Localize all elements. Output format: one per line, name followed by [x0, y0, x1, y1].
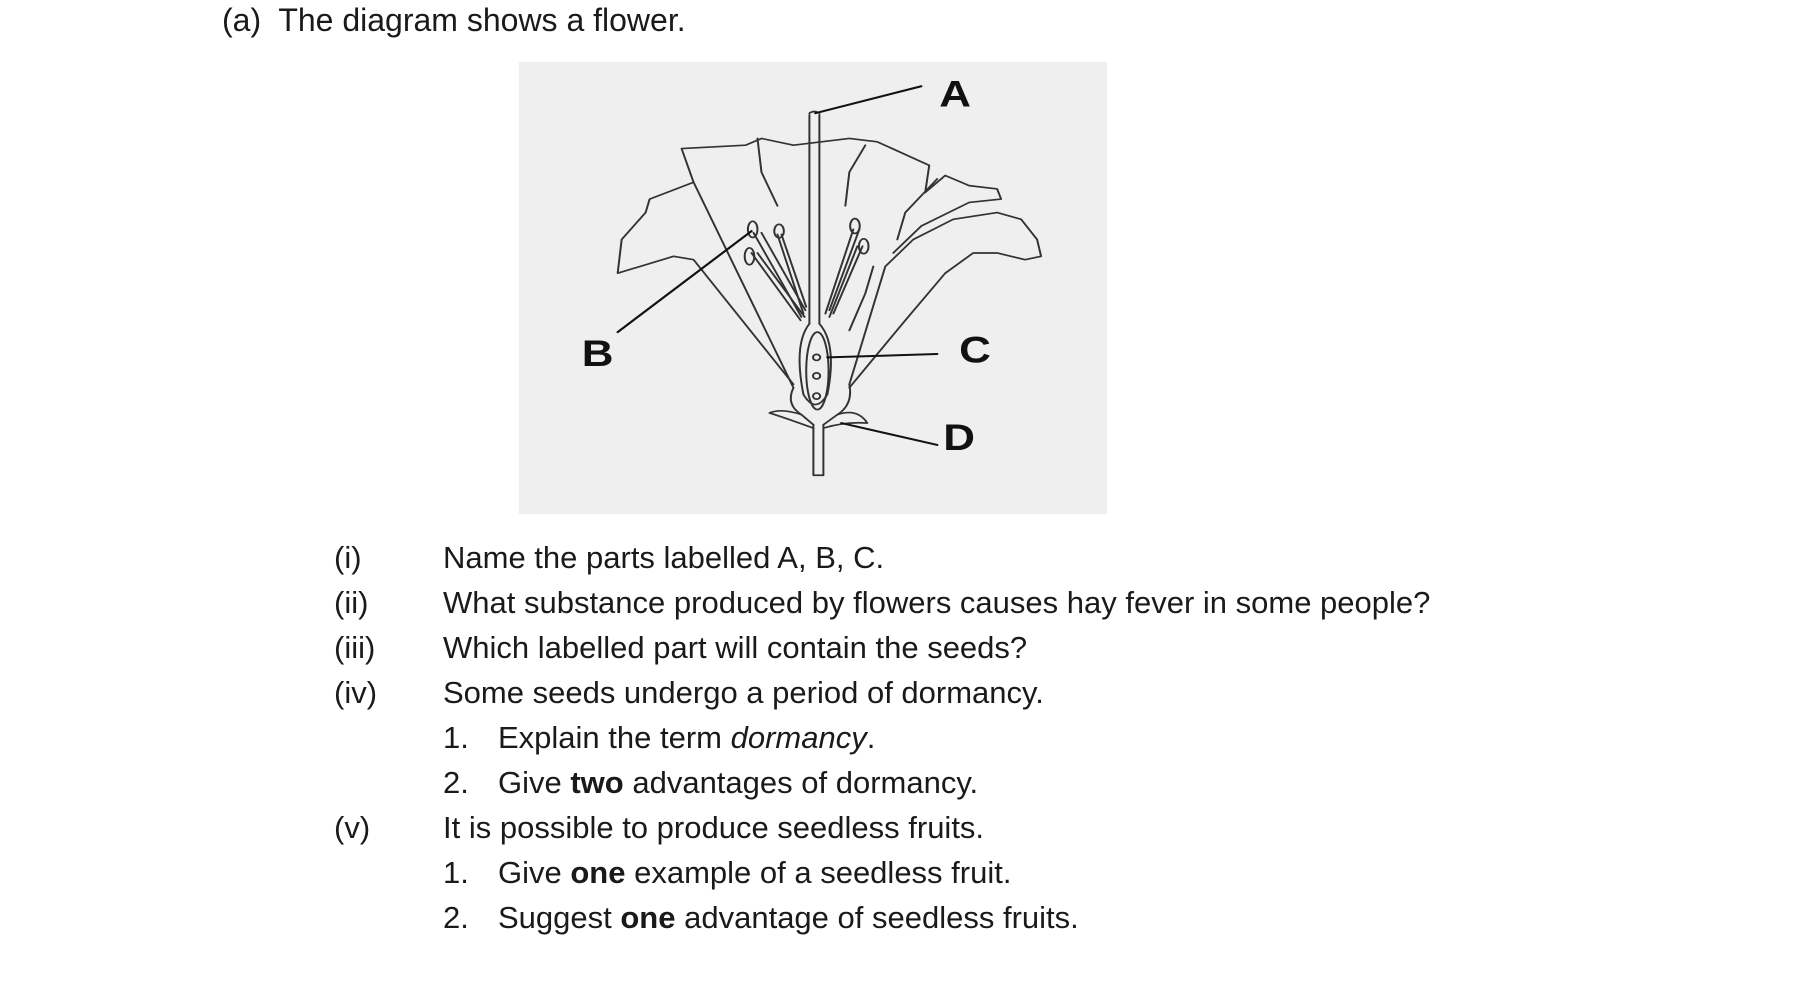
- question-text: Name the parts labelled A, B, C.: [443, 540, 885, 575]
- label-d: D: [943, 416, 975, 459]
- sub-question: 1. Give one example of a seedless fruit.: [443, 855, 1012, 890]
- question-number: (v): [334, 810, 371, 845]
- sub-question: 1. Explain the term dormancy.: [443, 720, 876, 755]
- question-number: (i): [334, 540, 362, 575]
- question-text: Which labelled part will contain the seeds?: [443, 630, 1028, 665]
- sub-question: 2. Give two advantages of dormancy.: [443, 765, 979, 800]
- question-text: What substance produced by flowers causes hay fever in some people?: [443, 585, 1431, 620]
- question-number: (iv): [334, 675, 378, 710]
- question-text: Some seeds undergo a period of dormancy.: [443, 675, 1044, 710]
- flower-diagram: [519, 62, 1107, 514]
- question-number: (ii): [334, 585, 369, 620]
- sub-question: 2. Suggest one advantage of seedless fruits.: [443, 900, 1079, 935]
- question-number: (iii): [334, 630, 376, 665]
- part-label: (a): [222, 2, 262, 38]
- question-text: It is possible to produce seedless fruits.: [443, 810, 985, 845]
- label-a: A: [939, 72, 971, 115]
- label-c: C: [959, 328, 991, 371]
- label-b: B: [581, 332, 614, 375]
- question-intro: [222, 2, 686, 39]
- flower-drawing: [519, 62, 1107, 514]
- intro-text: The diagram shows a flower.: [278, 2, 686, 38]
